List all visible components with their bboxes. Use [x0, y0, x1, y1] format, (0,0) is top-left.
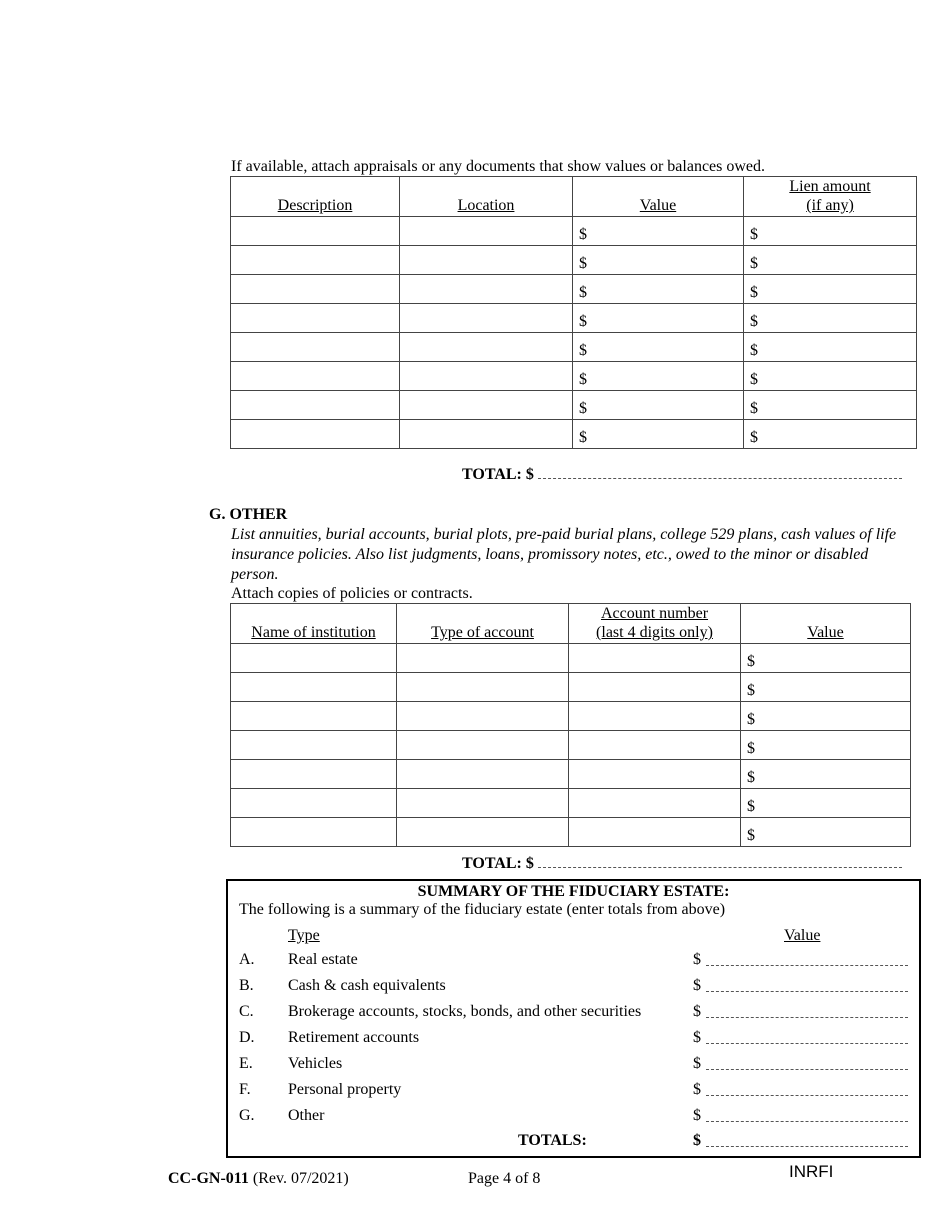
account-number-cell[interactable] — [569, 673, 741, 702]
account-type-cell[interactable] — [397, 731, 569, 760]
vehicles-total-label: TOTAL: $ — [462, 466, 534, 483]
header-account-type: Type of account — [397, 604, 569, 644]
value-cell[interactable]: $ — [573, 304, 744, 333]
account-type-cell[interactable] — [397, 818, 569, 847]
other-heading: G. OTHER — [209, 506, 288, 523]
summary-value-field[interactable] — [706, 1043, 908, 1044]
table-row — [231, 789, 911, 818]
summary-totals-label: TOTALS: — [518, 1132, 587, 1149]
footer-code: INRFI — [789, 1162, 834, 1181]
vehicles-total — [462, 465, 902, 485]
summary-row — [228, 1052, 919, 1076]
location-cell[interactable] — [400, 391, 573, 420]
institution-cell[interactable] — [231, 673, 397, 702]
lien-cell[interactable]: $ — [744, 217, 917, 246]
summary-totals-dollar: $ — [693, 1132, 701, 1149]
institution-cell[interactable] — [231, 702, 397, 731]
institution-cell[interactable] — [231, 644, 397, 673]
summary-row — [228, 974, 919, 998]
header-location: Location — [400, 177, 573, 217]
location-cell[interactable] — [400, 333, 573, 362]
header-institution: Name of institution — [231, 604, 397, 644]
table-row — [231, 420, 917, 449]
value-cell[interactable]: $ — [741, 818, 911, 847]
summary-value-field[interactable] — [706, 991, 908, 992]
table-row — [231, 304, 917, 333]
description-cell[interactable] — [231, 246, 400, 275]
value-cell[interactable]: $ — [741, 789, 911, 818]
value-cell[interactable]: $ — [573, 275, 744, 304]
other-total-field[interactable] — [538, 867, 902, 868]
table-row — [231, 644, 911, 673]
summary-letter: F. — [239, 1081, 251, 1098]
location-cell[interactable] — [400, 420, 573, 449]
summary-value-header: Value — [784, 927, 821, 944]
header-other-value: Value — [741, 604, 911, 644]
institution-cell[interactable] — [231, 789, 397, 818]
summary-type: Brokerage accounts, stocks, bonds, and other securities — [288, 1003, 642, 1020]
header-account-number: Account number (last 4 digits only) — [569, 604, 741, 644]
account-type-cell[interactable] — [397, 702, 569, 731]
table-row — [231, 702, 911, 731]
summary-value-field[interactable] — [706, 1095, 908, 1096]
summary-type: Real estate — [288, 951, 358, 968]
summary-letter: G. — [239, 1107, 255, 1124]
other-total — [462, 854, 902, 874]
summary-letter: E. — [239, 1055, 253, 1072]
summary-type: Retirement accounts — [288, 1029, 420, 1046]
summary-dollar: $ — [693, 1029, 701, 1046]
footer-form-id — [168, 1169, 349, 1189]
table-row — [231, 217, 917, 246]
summary-type: Cash & cash equivalents — [288, 977, 446, 994]
location-cell[interactable] — [400, 275, 573, 304]
value-cell[interactable]: $ — [573, 333, 744, 362]
table-row — [231, 391, 917, 420]
table-row — [231, 333, 917, 362]
value-cell[interactable]: $ — [573, 362, 744, 391]
summary-totals-row — [228, 1129, 919, 1153]
summary-dollar: $ — [693, 977, 701, 994]
summary-type: Personal property — [288, 1081, 402, 1098]
value-cell[interactable]: $ — [741, 644, 911, 673]
account-number-cell[interactable] — [569, 760, 741, 789]
other-table — [230, 603, 911, 847]
summary-value-field[interactable] — [706, 1069, 908, 1070]
form-id: CC-GN-011 — [168, 1170, 249, 1187]
location-cell[interactable] — [400, 217, 573, 246]
institution-cell[interactable] — [231, 731, 397, 760]
summary-dollar: $ — [693, 1081, 701, 1098]
summary-subtitle: The following is a summary of the fiduciary estate (enter totals from above) — [239, 901, 726, 918]
lien-cell[interactable]: $ — [744, 420, 917, 449]
institution-cell[interactable] — [231, 760, 397, 789]
other-instructions: List annuities, burial accounts, burial plots, pre-paid burial plans, college 529 plans, cash values of life insurance policies. Also list judgments, loans, promissory notes, etc., owed to the minor or disabled person. — [231, 526, 897, 583]
institution-cell[interactable] — [231, 818, 397, 847]
table-row — [231, 760, 911, 789]
value-cell[interactable]: $ — [741, 702, 911, 731]
table-row — [231, 246, 917, 275]
summary-value-field[interactable] — [706, 1121, 908, 1122]
summary-dollar: $ — [693, 1107, 701, 1124]
footer-page-number: Page 4 of 8 — [468, 1170, 541, 1187]
summary-letter: C. — [239, 1003, 254, 1020]
summary-row — [228, 1104, 919, 1128]
header-value: Value — [573, 177, 744, 217]
summary-letter: A. — [239, 951, 255, 968]
value-cell[interactable]: $ — [573, 391, 744, 420]
summary-type: Vehicles — [288, 1055, 343, 1072]
lien-cell[interactable]: $ — [744, 333, 917, 362]
description-cell[interactable] — [231, 275, 400, 304]
value-cell[interactable]: $ — [573, 217, 744, 246]
header-lien-amount: Lien amount (if any) — [744, 177, 917, 217]
summary-box — [226, 879, 921, 1158]
summary-title: SUMMARY OF THE FIDUCIARY ESTATE: — [417, 883, 730, 900]
table-row — [231, 275, 917, 304]
vehicles-table — [230, 176, 917, 449]
account-number-cell[interactable] — [569, 644, 741, 673]
description-cell[interactable] — [231, 304, 400, 333]
summary-value-field[interactable] — [706, 1017, 908, 1018]
location-cell[interactable] — [400, 362, 573, 391]
description-cell[interactable] — [231, 333, 400, 362]
account-number-cell[interactable] — [569, 702, 741, 731]
account-number-cell[interactable] — [569, 731, 741, 760]
summary-type: Other — [288, 1107, 325, 1124]
other-total-label: TOTAL: $ — [462, 855, 534, 872]
lien-cell[interactable]: $ — [744, 362, 917, 391]
description-cell[interactable] — [231, 362, 400, 391]
summary-letter: D. — [239, 1029, 255, 1046]
summary-totals-field[interactable] — [706, 1146, 908, 1147]
vehicles-instruction: If available, attach appraisals or any documents that show values or balances owed. — [231, 158, 766, 175]
account-type-cell[interactable] — [397, 673, 569, 702]
value-cell[interactable]: $ — [741, 673, 911, 702]
account-type-cell[interactable] — [397, 760, 569, 789]
summary-letter: B. — [239, 977, 254, 994]
vehicles-total-field[interactable] — [538, 478, 902, 479]
location-cell[interactable] — [400, 304, 573, 333]
description-cell[interactable] — [231, 391, 400, 420]
summary-value-field[interactable] — [706, 965, 908, 966]
table-row — [231, 818, 911, 847]
location-cell[interactable] — [400, 246, 573, 275]
summary-dollar: $ — [693, 1003, 701, 1020]
table-row — [231, 362, 917, 391]
lien-cell[interactable]: $ — [744, 304, 917, 333]
account-number-cell[interactable] — [569, 818, 741, 847]
value-cell[interactable]: $ — [573, 420, 744, 449]
header-description: Description — [231, 177, 400, 217]
description-cell[interactable] — [231, 217, 400, 246]
summary-row — [228, 948, 919, 972]
account-type-cell[interactable] — [397, 789, 569, 818]
summary-row — [228, 1078, 919, 1102]
lien-cell[interactable]: $ — [744, 275, 917, 304]
description-cell[interactable] — [231, 420, 400, 449]
table-row — [231, 673, 911, 702]
other-attach-note: Attach copies of policies or contracts. — [231, 585, 473, 602]
value-cell[interactable]: $ — [741, 731, 911, 760]
summary-row — [228, 1026, 919, 1050]
table-row — [231, 731, 911, 760]
summary-row — [228, 1000, 919, 1024]
summary-type-header: Type — [288, 927, 320, 944]
lien-cell[interactable]: $ — [744, 246, 917, 275]
lien-cell[interactable]: $ — [744, 391, 917, 420]
account-type-cell[interactable] — [397, 644, 569, 673]
value-cell[interactable]: $ — [741, 760, 911, 789]
summary-dollar: $ — [693, 1055, 701, 1072]
value-cell[interactable]: $ — [573, 246, 744, 275]
form-revision: (Rev. 07/2021) — [252, 1170, 349, 1187]
summary-dollar: $ — [693, 951, 701, 968]
account-number-cell[interactable] — [569, 789, 741, 818]
